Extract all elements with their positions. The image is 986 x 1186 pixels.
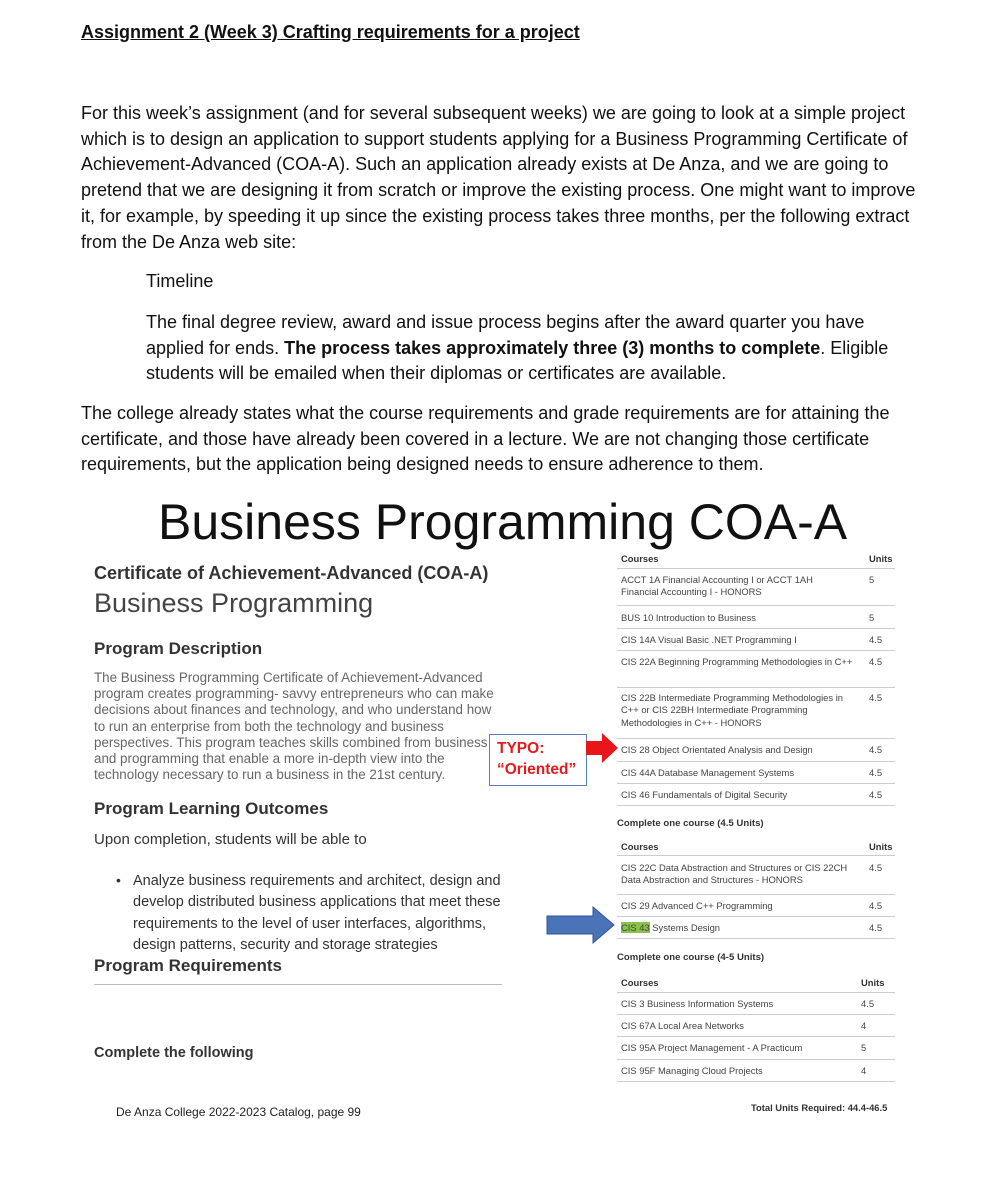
col-courses: Courses xyxy=(621,841,659,852)
table-row xyxy=(617,993,895,1015)
quote-text-before: The final degree review, award and issue process begins after the award quarter you have applied for ends. xyxy=(146,312,865,358)
course-cell: CIS 22C Data Abstraction and Structures or CIS 22CH Data Abstraction and Structures - HONORS xyxy=(621,862,848,886)
units-cell: 4.5 xyxy=(869,900,883,911)
course-cell: CIS 44A Database Management Systems xyxy=(621,767,795,778)
table-row xyxy=(617,856,895,895)
red-arrow-icon xyxy=(584,732,620,764)
course-cell: CIS 95A Project Management - A Practicum xyxy=(621,1042,803,1053)
group2-heading: Complete one course (4.5 Units) xyxy=(617,818,764,829)
units-cell: 4.5 xyxy=(869,767,883,778)
quote-text-after: . Eligible students will be emailed when their diplomas or certificates are available. xyxy=(146,337,889,384)
table-row xyxy=(617,1037,895,1060)
typo-correction: “Oriented” xyxy=(497,761,577,778)
table-row xyxy=(617,688,895,739)
units-cell: 4.5 xyxy=(869,789,883,800)
table-row xyxy=(617,762,895,784)
units-cell: 4 xyxy=(861,1065,867,1076)
bullet-icon: • xyxy=(116,872,121,888)
table-row xyxy=(617,895,895,917)
course-cell: CIS 67A Local Area Networks xyxy=(621,1020,744,1031)
group3-heading: Complete one course (4-5 Units) xyxy=(617,952,765,963)
units-cell: 4.5 xyxy=(869,656,883,667)
quote-text-bold: The process takes approximately three (3) months to complete xyxy=(284,337,821,358)
units-cell: 4.5 xyxy=(869,744,883,755)
table-row xyxy=(617,739,895,762)
timeline-heading: Timeline xyxy=(146,271,214,291)
col-units: Units xyxy=(869,553,893,564)
course-cell xyxy=(621,922,853,934)
col-units: Units xyxy=(861,977,885,988)
timeline-quote xyxy=(146,310,906,387)
outcome-bullet: Analyze business requirements and architect, design and develop distributed business applications that meet these requirements to the level of user interfaces, algorithms, design patterns, security and storage strategies xyxy=(133,873,501,953)
outcomes-heading: Program Learning Outcomes xyxy=(94,799,329,818)
second-paragraph: The college already states what the course requirements and grade requirements are for attaining the certificate, and those have already been covered in a lecture. We are not changing those certificate requirements, but the application being designed needs to ensure adherence to them. xyxy=(81,403,890,475)
units-cell: 4.5 xyxy=(869,862,883,873)
total-units: Total Units Required: 44.4-46.5 xyxy=(751,1102,888,1113)
units-cell: 5 xyxy=(869,612,875,623)
units-cell: 4.5 xyxy=(869,922,883,933)
course-title: Systems Design xyxy=(649,922,721,933)
units-cell: 4.5 xyxy=(869,692,883,703)
assignment-title: Assignment 2 (Week 3) Crafting requirements for a project xyxy=(81,22,580,42)
table-row xyxy=(617,606,895,629)
course-cell: CIS 28 Object Orientated Analysis and Design xyxy=(621,744,813,755)
typo-label: TYPO: xyxy=(497,740,545,757)
table-row xyxy=(617,651,895,688)
units-cell: 5 xyxy=(869,574,875,585)
program-name: Business Programming xyxy=(94,588,374,618)
course-cell: CIS 22A Beginning Programming Methodologies in C++ xyxy=(621,656,853,667)
table-row xyxy=(617,569,895,606)
program-description-text: The Business Programming Certificate of Achievement-Advanced program creates programming- savvy entrepreneurs who can make decisions about finances and technology, and who understand how to run an enterprise from both the technology and business perspectives. This program teaches skills combined from business and programming that enable a more in-depth view into the technology necessary to run a business in the 21st century. xyxy=(94,670,494,783)
course-cell: CIS 95F Managing Cloud Projects xyxy=(621,1065,763,1076)
table-header xyxy=(617,838,895,856)
units-cell: 5 xyxy=(861,1042,867,1053)
table-header xyxy=(617,551,895,569)
figure-title: Business Programming COA-A xyxy=(158,494,848,550)
divider xyxy=(94,984,502,985)
course-cell: BUS 10 Introduction to Business xyxy=(621,612,756,623)
cert-heading: Certificate of Achievement-Advanced (COA-A) xyxy=(94,563,489,583)
source-caption: De Anza College 2022-2023 Catalog, page 99 xyxy=(116,1105,361,1119)
blue-arrow-icon xyxy=(546,906,616,944)
course-cell: CIS 3 Business Information Systems xyxy=(621,998,774,1009)
complete-following: Complete the following xyxy=(94,1045,254,1061)
table-header xyxy=(617,973,895,993)
col-courses: Courses xyxy=(621,553,659,564)
intro-paragraph: For this week’s assignment (and for several subsequent weeks) we are going to look at a simple project which is to design an application to support students applying for a Business Programming Certificate of Achievement-Advanced (COA-A). Such an application already exists at De Anza, and we are going to pretend that we are designing it from scratch or improve the existing process. One might want to improve it, for example, by speeding it up since the existing process takes three months, per the following extract from the De Anza web site: xyxy=(81,103,916,252)
col-courses: Courses xyxy=(621,977,659,988)
highlighted-course-code: CIS 43 xyxy=(621,922,650,933)
outcomes-intro: Upon completion, students will be able to xyxy=(94,831,367,848)
col-units: Units xyxy=(869,841,893,852)
program-description-heading: Program Description xyxy=(94,639,263,658)
units-cell: 4.5 xyxy=(869,634,883,645)
table-row xyxy=(617,784,895,806)
table-row xyxy=(617,1015,895,1037)
table-row xyxy=(617,1060,895,1082)
units-cell: 4.5 xyxy=(861,998,875,1009)
course-cell: CIS 14A Visual Basic .NET Programming I xyxy=(621,634,797,645)
course-cell: ACCT 1A Financial Accounting I or ACCT 1AH Financial Accounting I - HONORS xyxy=(621,574,813,598)
units-cell: 4 xyxy=(861,1020,867,1031)
course-cell: CIS 29 Advanced C++ Programming xyxy=(621,900,773,911)
course-cell: CIS 46 Fundamentals of Digital Security xyxy=(621,789,788,800)
course-cell: CIS 22B Intermediate Programming Methodologies in C++ or CIS 22BH Intermediate Programming Methodologies in C++ - HONORS xyxy=(621,692,843,728)
table-row xyxy=(617,629,895,651)
requirements-heading: Program Requirements xyxy=(94,956,282,975)
table-row xyxy=(617,917,895,939)
